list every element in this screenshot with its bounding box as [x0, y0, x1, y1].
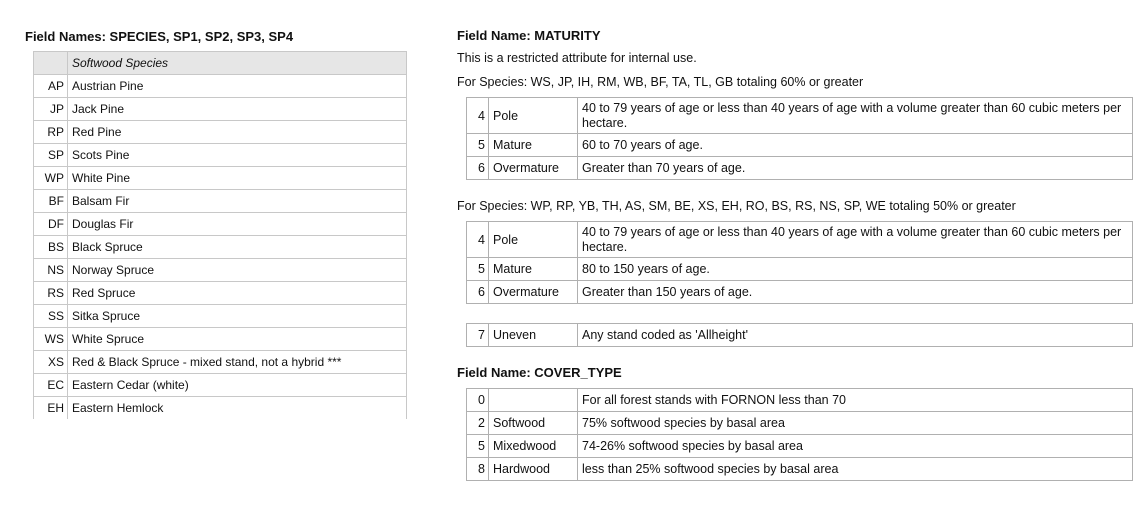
- table-row: [34, 259, 407, 282]
- row-label: [489, 389, 578, 412]
- maturity-group2-table: [466, 221, 1133, 304]
- table-row: [34, 305, 407, 328]
- species-name: White Spruce: [68, 328, 407, 351]
- row-code: 0: [467, 389, 489, 412]
- species-code: WP: [34, 167, 68, 190]
- row-code: 5: [467, 435, 489, 458]
- table-row: [34, 374, 407, 397]
- row-description: Greater than 150 years of age.: [578, 281, 1133, 304]
- maturity-group1-table: [466, 97, 1133, 180]
- species-name: Sitka Spruce: [68, 305, 407, 328]
- table-row: [467, 435, 1133, 458]
- species-section-title: Field Names: SPECIES, SP1, SP2, SP3, SP4: [25, 29, 294, 44]
- maturity-section-title: Field Name: MATURITY: [457, 28, 601, 43]
- species-code: WS: [34, 328, 68, 351]
- species-code: NS: [34, 259, 68, 282]
- species-name: Red Spruce: [68, 282, 407, 305]
- restricted-attribute-note: This is a restricted attribute for internal use.: [457, 51, 697, 65]
- row-description: 40 to 79 years of age or less than 40 years of age with a volume greater than 60 cubic meters per hectare.: [578, 98, 1133, 134]
- row-label: Mature: [489, 134, 578, 157]
- table-row: [34, 351, 407, 374]
- table-row: [34, 98, 407, 121]
- species-name: Red Pine: [68, 121, 407, 144]
- row-description: 80 to 150 years of age.: [578, 258, 1133, 281]
- table-row: [467, 412, 1133, 435]
- species-name: White Pine: [68, 167, 407, 190]
- species-code: BS: [34, 236, 68, 259]
- table-row: [467, 157, 1133, 180]
- species-code: RP: [34, 121, 68, 144]
- row-description: 60 to 70 years of age.: [578, 134, 1133, 157]
- species-name: Norway Spruce: [68, 259, 407, 282]
- row-label: Overmature: [489, 157, 578, 180]
- table-row: [34, 190, 407, 213]
- code-header-cell: [34, 52, 68, 75]
- table-row: [467, 458, 1133, 481]
- table-row: [34, 397, 407, 420]
- softwood-species-table: [33, 51, 407, 419]
- uneven-label: Uneven: [489, 324, 578, 347]
- table-row: [34, 282, 407, 305]
- species-code: JP: [34, 98, 68, 121]
- table-row: [467, 98, 1133, 134]
- species-code: AP: [34, 75, 68, 98]
- row-code: 4: [467, 222, 489, 258]
- row-description: less than 25% softwood species by basal area: [578, 458, 1133, 481]
- table-row: [34, 328, 407, 351]
- species-code: EC: [34, 374, 68, 397]
- row-label: Softwood: [489, 412, 578, 435]
- maturity-group2-label: For Species: WP, RP, YB, TH, AS, SM, BE, XS, EH, RO, BS, RS, NS, SP, WE totaling 50% or greater: [457, 199, 1016, 213]
- species-name: Black Spruce: [68, 236, 407, 259]
- row-code: 6: [467, 281, 489, 304]
- species-name: Eastern Hemlock: [68, 397, 407, 420]
- species-code: SS: [34, 305, 68, 328]
- species-table-body: [34, 75, 407, 420]
- species-code: SP: [34, 144, 68, 167]
- cover-type-table: [466, 388, 1133, 481]
- row-code: 2: [467, 412, 489, 435]
- row-label: Mature: [489, 258, 578, 281]
- cover-type-section-title: Field Name: COVER_TYPE: [457, 365, 622, 380]
- softwood-species-header: Softwood Species: [68, 52, 407, 75]
- row-code: 6: [467, 157, 489, 180]
- table-row: [467, 389, 1133, 412]
- row-label: Pole: [489, 98, 578, 134]
- table-row: [467, 134, 1133, 157]
- table-row: [467, 281, 1133, 304]
- table-header-row: [34, 52, 407, 75]
- maturity-group1-label: For Species: WS, JP, IH, RM, WB, BF, TA, TL, GB totaling 60% or greater: [457, 75, 864, 89]
- row-code: 5: [467, 134, 489, 157]
- row-code: 5: [467, 258, 489, 281]
- table-row: [467, 324, 1133, 347]
- table-row: [34, 167, 407, 190]
- maturity-uneven-table: [466, 323, 1133, 347]
- row-code: 4: [467, 98, 489, 134]
- table-row: [34, 121, 407, 144]
- species-name: Balsam Fir: [68, 190, 407, 213]
- species-code: EH: [34, 397, 68, 420]
- uneven-num: 7: [467, 324, 489, 347]
- species-name: Scots Pine: [68, 144, 407, 167]
- species-name: Douglas Fir: [68, 213, 407, 236]
- table-row: [34, 236, 407, 259]
- row-description: 40 to 79 years of age or less than 40 years of age with a volume greater than 60 cubic meters per hectare.: [578, 222, 1133, 258]
- row-label: Pole: [489, 222, 578, 258]
- uneven-desc: Any stand coded as 'Allheight': [578, 324, 1133, 347]
- row-description: For all forest stands with FORNON less than 70: [578, 389, 1133, 412]
- table-row: [34, 75, 407, 98]
- row-description: Greater than 70 years of age.: [578, 157, 1133, 180]
- species-name: Austrian Pine: [68, 75, 407, 98]
- species-code: XS: [34, 351, 68, 374]
- species-code: RS: [34, 282, 68, 305]
- table-row: [34, 213, 407, 236]
- table-row: [467, 222, 1133, 258]
- species-code: DF: [34, 213, 68, 236]
- species-name: Jack Pine: [68, 98, 407, 121]
- species-name: Red & Black Spruce - mixed stand, not a hybrid ***: [68, 351, 407, 374]
- species-code: BF: [34, 190, 68, 213]
- row-label: Hardwood: [489, 458, 578, 481]
- table-row: [467, 258, 1133, 281]
- species-name: Eastern Cedar (white): [68, 374, 407, 397]
- row-description: 74-26% softwood species by basal area: [578, 435, 1133, 458]
- table-row: [34, 144, 407, 167]
- row-label: Mixedwood: [489, 435, 578, 458]
- row-code: 8: [467, 458, 489, 481]
- row-label: Overmature: [489, 281, 578, 304]
- row-description: 75% softwood species by basal area: [578, 412, 1133, 435]
